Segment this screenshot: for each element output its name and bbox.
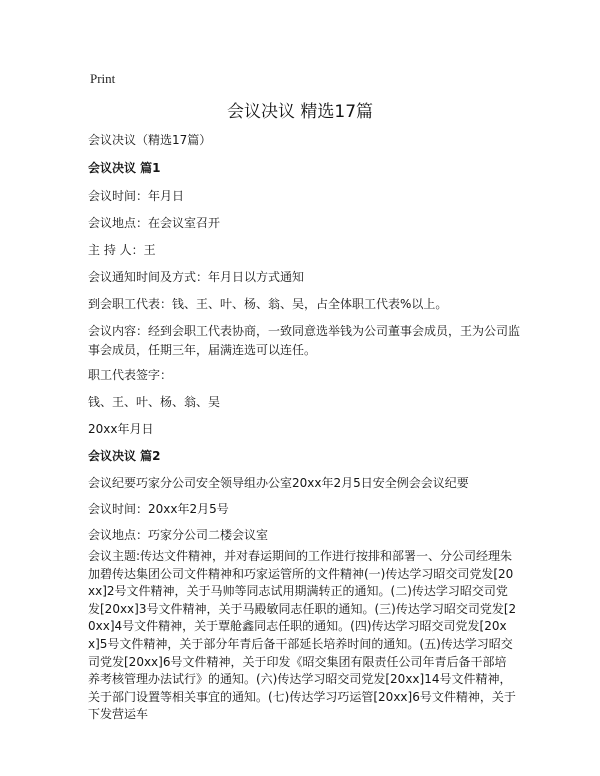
section1-host: 主 持 人：王: [88, 243, 156, 257]
section2-time: 会议时间：20xx年2月5号: [88, 502, 229, 516]
section1-place: 会议地点：在会议室召开: [88, 216, 221, 230]
subtitle: 会议决议（精选17篇）: [88, 133, 212, 147]
section1-content-line2: 事会成员，任期三年，届满连选可以连任。: [88, 343, 317, 357]
document-title: 会议决议 精选17篇: [226, 102, 374, 122]
section1-attendees: 到会职工代表：钱、王、叶、杨、翁、吴，占全体职工代表%以上。: [88, 297, 448, 311]
section2-summary-title: 会议纪要巧家分公司安全领导组办公室20xx年2月5日安全例会会议纪要: [88, 476, 469, 490]
section1-signature-label: 职工代表签字：: [88, 368, 173, 382]
print-label[interactable]: Print: [90, 71, 116, 86]
section2-body-paragraph: 会议主题:传达文件精神，并对春运期间的工作进行按排和部署一、分公司经理朱加碧传达集团公司文件精神和巧家运管所的文件精神(一)传达学习昭交司党发[20xx]2号文件精神，关于马帅等同志试用期满转正的通知。(二)传达学习昭交司党发[20xx]3号文件精神，关于马殿敏同志任职的通知。(三)传达学习昭交司党发[20xx]4号文件精神，关于覃舱鑫同志任职的通知。(四)传达学习昭交司党发[20xx]5号文件精神，关于部分年青后备干部延长培养时间的通知。(五)传达学习昭交司党发[20xx]6号文件精神，关于印发《昭交集团有限责任公司年青后备干部培养考核管理办法试行》的通知。(六)传达学习昭交司党发[20xx]14号文件精神，关于部门设置等相关事宜的通知。(七)传达学习巧运管[20xx]6号文件精神，关于下发营运车: [88, 549, 517, 722]
section1-heading: 会议决议 篇1: [88, 161, 161, 175]
section2-place: 会议地点：巧家分公司二楼会议室: [88, 528, 269, 542]
section2-heading: 会议决议 篇2: [88, 449, 161, 463]
section1-date: 20xx年月日: [88, 422, 154, 436]
section1-signers: 钱、王、叶、杨、翁、吴: [88, 395, 221, 409]
section1-time: 会议时间：年月日: [88, 189, 185, 203]
section1-notice: 会议通知时间及方式：年月日以方式通知: [88, 270, 305, 284]
section1-content-line1: 会议内容：经到会职工代表协商，一致同意选举钱为公司董事会成员，王为公司监: [88, 324, 521, 338]
